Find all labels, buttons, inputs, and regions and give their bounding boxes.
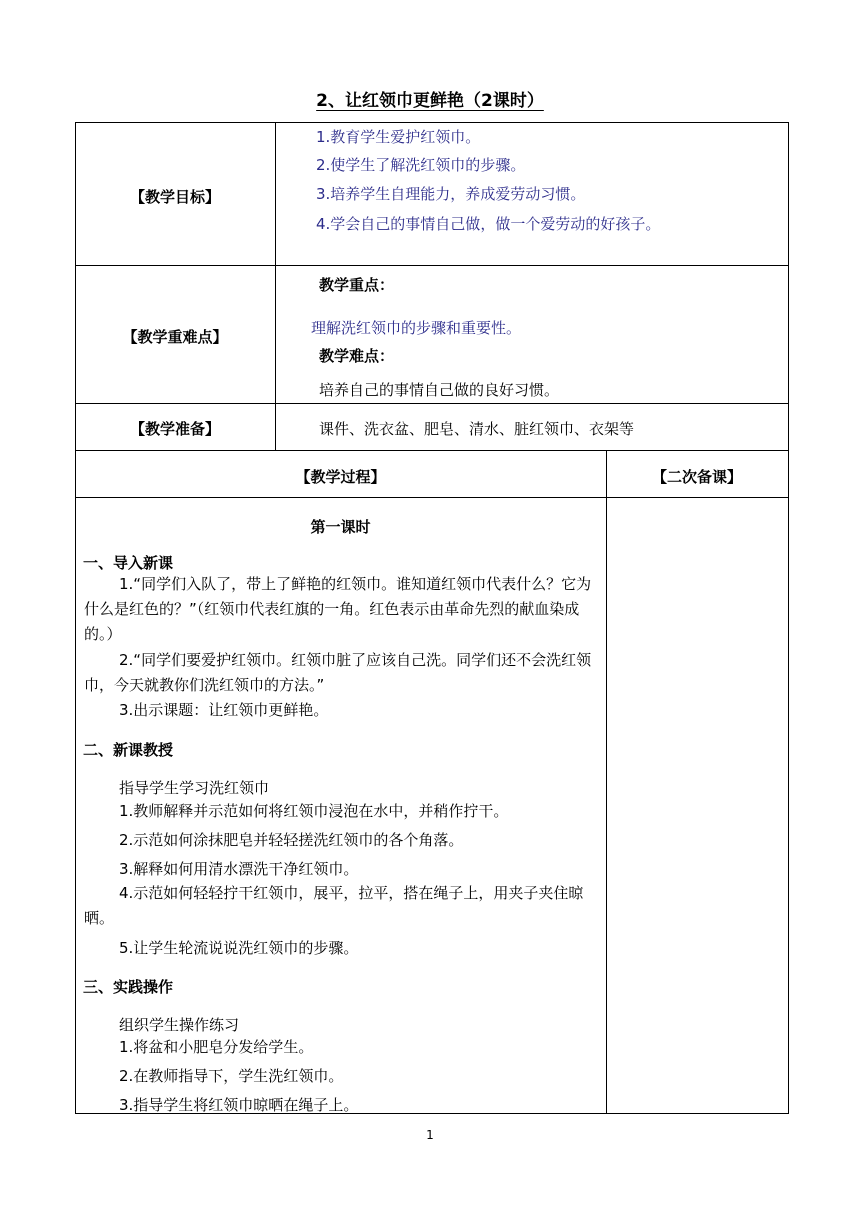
document-title: 2、让红领巾更鲜艳（2课时） <box>316 91 544 111</box>
objective-item: 3.培养学生自理能力，养成爱劳动习惯。 <box>316 185 586 203</box>
preparation-text: 课件、洗衣盆、肥皂、清水、脏红领巾、衣架等 <box>319 420 635 438</box>
lesson-plan-table <box>75 122 789 1114</box>
list-item: 1.教师解释并示范如何将红领巾浸泡在水中，并稍作拧干。 <box>119 802 509 820</box>
list-item: 2.示范如何涂抹肥皂并轻轻搓洗红领巾的各个角落。 <box>119 831 464 849</box>
objective-item: 2.使学生了解洗红领巾的步骤。 <box>316 156 526 174</box>
objective-item: 4.学会自己的事情自己做，做一个爱劳动的好孩子。 <box>316 215 661 233</box>
list-item: 3.指导学生将红领巾晾晒在绳子上。 <box>119 1096 359 1114</box>
section-intro: 组织学生操作练习 <box>119 1016 240 1034</box>
focus-heading: 教学重点： <box>319 276 395 294</box>
list-item: 5.让学生轮流说说洗红领巾的步骤。 <box>119 939 359 957</box>
difficulty-heading: 教学难点： <box>319 347 395 365</box>
list-item: 2.在教师指导下，学生洗红领巾。 <box>119 1067 344 1085</box>
lesson-title: 第一课时 <box>310 518 371 536</box>
list-item: 3.解释如何用清水漂洗干净红领巾。 <box>119 860 359 878</box>
difficulty-text: 培养自己的事情自己做的良好习惯。 <box>319 381 560 399</box>
paragraph: 3.出示课题：让红领巾更鲜艳。 <box>119 701 329 719</box>
objective-item: 1.教育学生爱护红领巾。 <box>316 128 481 146</box>
section-heading: 一、导入新课 <box>83 554 174 572</box>
key-points-label: 【教学重难点】 <box>122 328 228 346</box>
list-item: 4.示范如何轻轻拧干红领巾，展平，拉平，搭在绳子上，用夹子夹住晾晒。 <box>84 884 584 927</box>
secondary-prep-label: 【二次备课】 <box>651 468 742 486</box>
process-label: 【教学过程】 <box>295 468 386 486</box>
paragraph: 2.“同学们要爱护红领巾。红领巾脏了应该自己洗。同学们还不会洗红领巾，今天就教你们洗红领巾的方法。” <box>84 651 592 694</box>
list-item: 1.将盆和小肥皂分发给学生。 <box>119 1038 314 1056</box>
section-intro: 指导学生学习洗红领巾 <box>119 779 270 797</box>
section-heading: 三、实践操作 <box>83 978 174 996</box>
section-heading: 二、新课教授 <box>83 741 174 759</box>
objectives-label: 【教学目标】 <box>129 188 220 206</box>
page-number: 1 <box>426 1128 434 1142</box>
focus-text: 理解洗红领巾的步骤和重要性。 <box>311 319 522 337</box>
paragraph: 1.“同学们入队了，带上了鲜艳的红领巾。谁知道红领巾代表什么？它为什么是红色的？”（红领巾代表红旗的一角。红色表示由革命先烈的献血染成的。） <box>84 575 592 643</box>
preparation-label: 【教学准备】 <box>129 420 220 438</box>
